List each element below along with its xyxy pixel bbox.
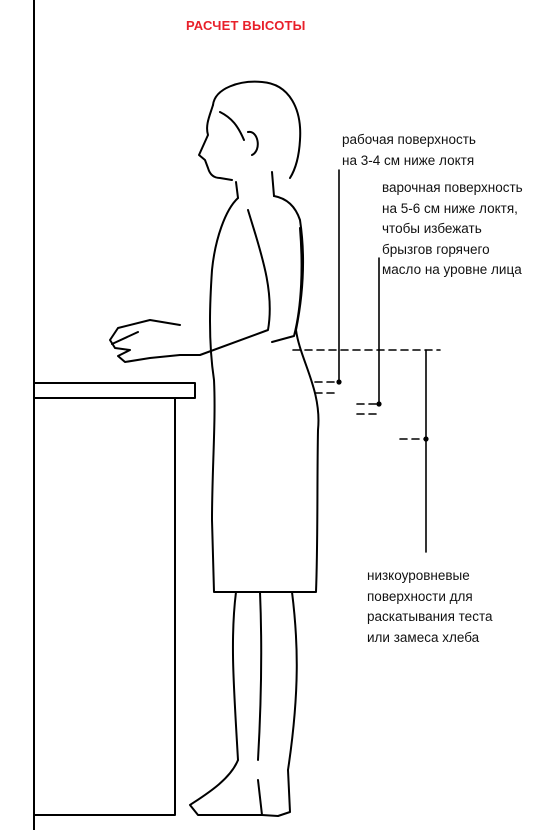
low-surface-caption: низкоуровневые поверхности для раскатывания теста или замеса хлеба: [367, 568, 493, 645]
cooktop-caption: варочная поверхность на 5-6 см ниже локтя, чтобы избежать брызгов горячего масло на уровне лица: [382, 180, 523, 277]
kitchen-counter: [34, 383, 195, 815]
work-surface-caption: рабочая поверхность на 3-4 см ниже локтя: [342, 132, 476, 168]
woman-figure: [110, 82, 318, 816]
page-title: РАСЧЕТ ВЫСОТЫ: [186, 18, 306, 33]
marker-dots: [336, 379, 428, 441]
